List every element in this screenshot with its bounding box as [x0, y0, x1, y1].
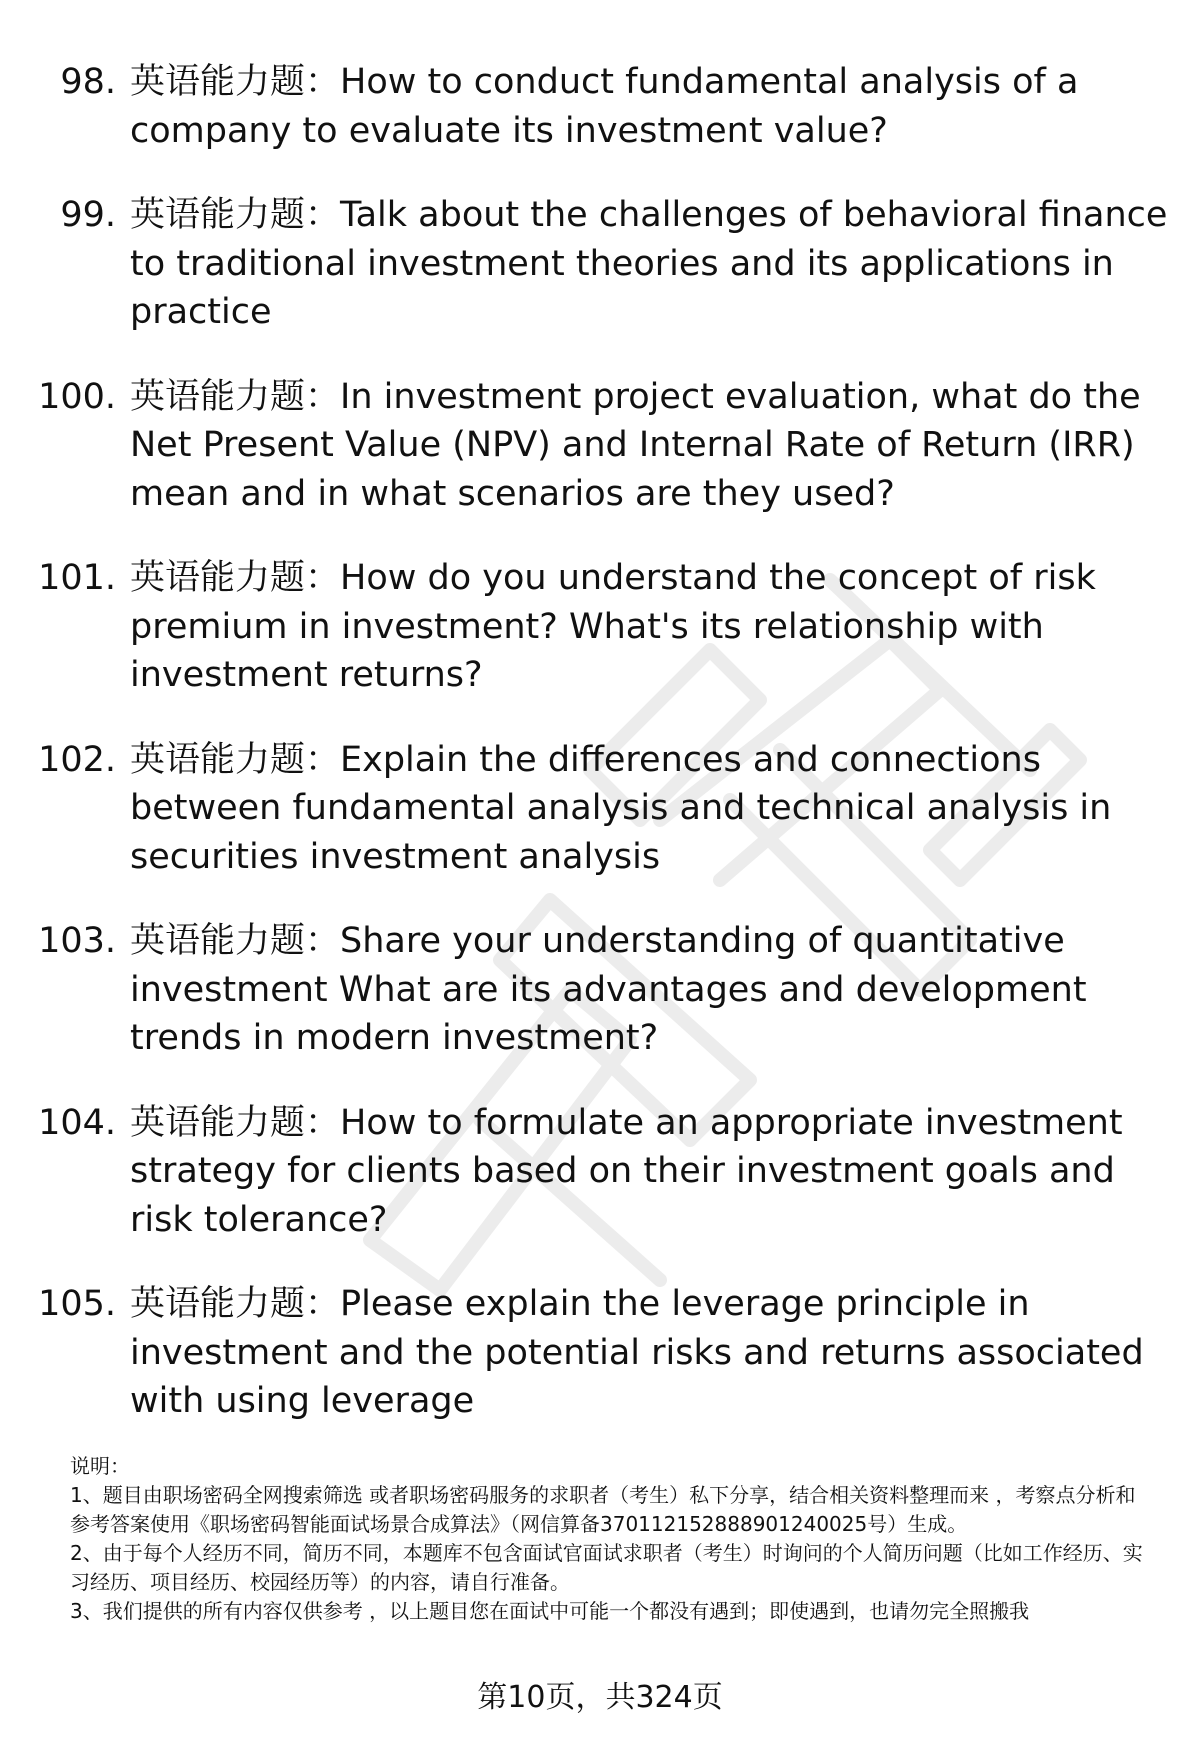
question-prefix: 英语能力题： — [130, 1102, 341, 1143]
question-text: Talk about the challenges of behavioral finance to traditional investment theories and its applications in practice — [130, 195, 1168, 332]
question-text: In investment project evaluation, what do the Net Present Value (NPV) and Internal Rate of Return (IRR) mean and in what scenarios are they used? — [130, 376, 1141, 514]
question-prefix: 英语能力题： — [130, 921, 341, 961]
note-item: 3、我们提供的所有内容仅供参考 ，以上题目您在面试中可能一个都没有遇到；即使遇到，也请勿完全照搬我 — [70, 1599, 1030, 1623]
question-prefix: 英语能力题： — [130, 1284, 341, 1324]
question-number: 103. — [38, 921, 116, 961]
question-number: 100. — [38, 376, 116, 417]
note-item: 1、题目由职场密码全网搜索筛选 或者职场密码服务的求职者（考生）私下分享，结合相关资料整理而来 ，考察点分析和参考答案使用《职场密码智能面试场景合成算法》（网信算备370112152888901240025号）生成。 — [70, 1483, 1136, 1536]
question-body — [130, 191, 1170, 337]
question-list — [0, 58, 1200, 1462]
question-number: 104. — [38, 1102, 116, 1143]
page-footer: 第10页，共324页 — [477, 1680, 723, 1715]
question-item — [0, 554, 1200, 700]
question-text: How to conduct fundamental analysis of a company to evaluate its investment value? — [130, 62, 1079, 151]
question-text: How to formulate an appropriate investment strategy for clients based on their investment goals and risk tolerance? — [130, 1102, 1123, 1240]
question-body — [130, 373, 1170, 519]
question-number: 102. — [38, 739, 116, 780]
notes-section — [70, 1452, 1150, 1626]
question-item — [0, 1099, 1200, 1245]
note-item: 2、由于每个人经历不同，简历不同，本题库不包含面试官面试求职者（考生）时询问的个人简历问题（比如工作经历、实习经历、项目经历、校园经历等）的内容，请自行准备。 — [70, 1541, 1143, 1594]
question-text: How do you understand the concept of risk premium in investment? What's its relationship with investment returns? — [130, 558, 1096, 695]
question-body — [130, 736, 1170, 882]
question-number: 99. — [60, 195, 116, 235]
question-item — [0, 58, 1200, 155]
question-body — [130, 58, 1170, 155]
question-item — [0, 917, 1200, 1063]
question-item — [0, 191, 1200, 337]
question-prefix: 英语能力题： — [130, 376, 341, 417]
question-text: Explain the differences and connections between fundamental analysis and technical analysis in securities investment analysis — [130, 739, 1112, 877]
question-body — [130, 554, 1170, 700]
question-item — [0, 736, 1200, 882]
question-item — [0, 1280, 1200, 1426]
question-text: Please explain the leverage principle in investment and the potential risks and returns associated with using leverage — [130, 1284, 1144, 1421]
question-prefix: 英语能力题： — [130, 558, 341, 598]
question-item — [0, 373, 1200, 519]
question-number: 105. — [38, 1284, 116, 1324]
question-text: Share your understanding of quantitative investment What are its advantages and development trends in modern investment? — [130, 921, 1087, 1058]
question-number: 101. — [38, 558, 116, 598]
question-prefix: 英语能力题： — [130, 739, 341, 780]
question-body — [130, 1099, 1170, 1245]
question-number: 98. — [60, 62, 116, 102]
question-prefix: 英语能力题： — [130, 62, 341, 102]
question-body — [130, 917, 1170, 1063]
question-prefix: 英语能力题： — [130, 195, 341, 235]
question-body — [130, 1280, 1170, 1426]
notes-title: 说明： — [70, 1454, 130, 1478]
